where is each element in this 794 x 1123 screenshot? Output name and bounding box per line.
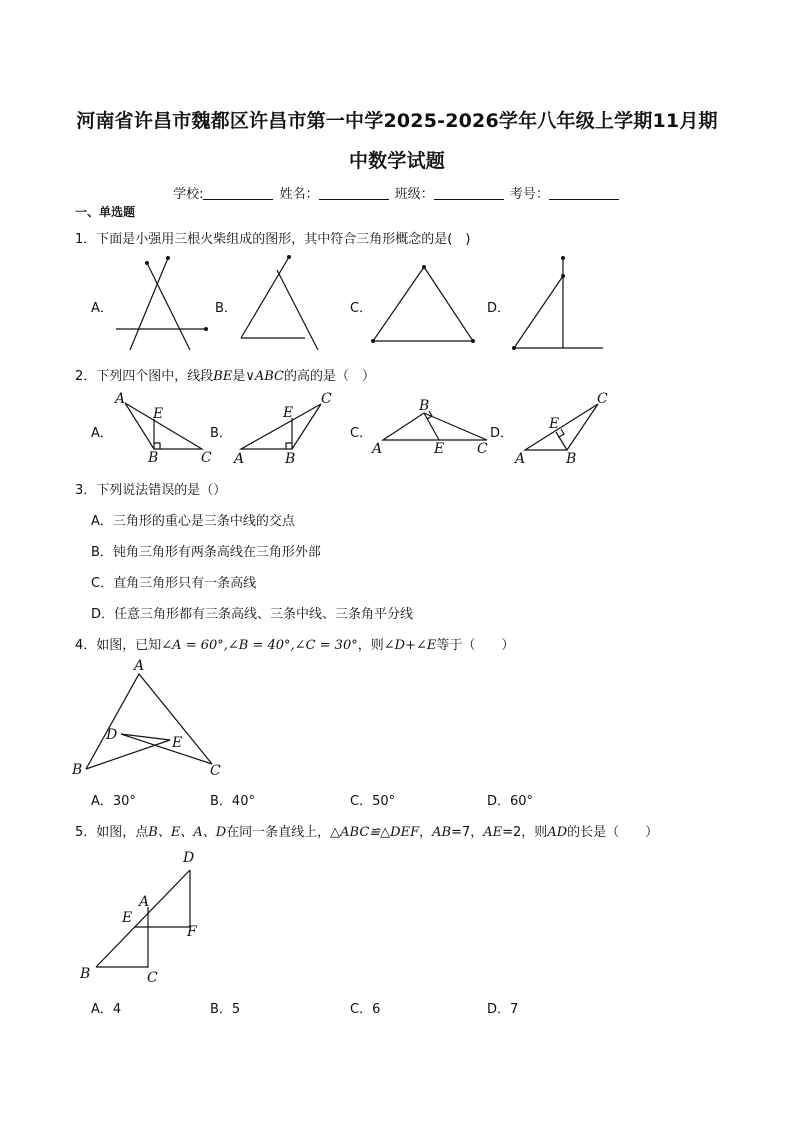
question-1-stem: 1．下面是小强用三根火柴组成的图形，其中符合三角形概念的是( ) (75, 232, 471, 247)
q5-congruence: △ABC≌△DEF (330, 825, 420, 840)
q2a-label-e: E (153, 406, 164, 422)
q5-label-a: A (139, 894, 150, 910)
q2-option-a[interactable]: A． (91, 426, 113, 441)
q2d-label-b: B (566, 451, 577, 467)
q2d-label-c: C (597, 391, 608, 407)
q5-label-f: F (187, 924, 197, 940)
q4-label-e: E (172, 735, 183, 751)
q2-stem-part: 是 (232, 369, 246, 384)
q2a-label-b: B (148, 450, 159, 466)
q5-label-e: E (122, 910, 133, 926)
q1-option-a[interactable]: A． (91, 301, 113, 316)
q3-option-c[interactable]: C．直角三角形只有一条高线 (91, 576, 257, 591)
q5-label-d: D (183, 850, 195, 866)
q2-stem-part: 2．下列四个图中，线段 (75, 369, 214, 384)
q2c-label-b: B (419, 398, 430, 414)
q2a-label-c: C (201, 450, 212, 466)
page-title-line2: 中数学试题 (348, 150, 445, 172)
q4-label-c: C (210, 763, 221, 779)
q2-option-d[interactable]: D． (490, 426, 514, 441)
q2-option-c[interactable]: C． (350, 426, 373, 441)
q5-label-c: C (147, 970, 158, 986)
q5-stem-part: 的长是（ ） (567, 825, 659, 840)
q2d-label-e: E (549, 416, 560, 432)
q4-label-d: D (106, 727, 118, 743)
number-label: 考号： (509, 187, 549, 202)
q4-stem-part: ，则 (357, 638, 384, 653)
q1-option-d[interactable]: D． (487, 301, 511, 316)
q2c-label-e: E (434, 441, 445, 457)
q2-segment-be: BE (213, 369, 233, 384)
q2c-label-c: C (477, 441, 488, 457)
q2c-label-a: A (372, 441, 383, 457)
q5-option-c[interactable]: C．6 (350, 1002, 381, 1017)
q3-option-b[interactable]: B．钝角三角形有两条高线在三角形外部 (91, 545, 321, 560)
q5-option-d[interactable]: D．7 (487, 1002, 519, 1017)
section-heading: 一、单选题 (75, 205, 136, 219)
q4-angles: ∠A = 60°,∠B = 40°,∠C = 30° (161, 638, 358, 653)
q4-label-b: B (72, 762, 83, 778)
q5-stem-part: =2，则 (502, 825, 548, 840)
q4-label-a: A (134, 658, 145, 674)
q2a-label-a: A (115, 391, 126, 407)
q5-option-b[interactable]: B．5 (210, 1002, 241, 1017)
q3-option-a[interactable]: A．三角形的重心是三条中线的交点 (91, 514, 295, 529)
q4-stem-part: 等于（ ） (436, 638, 515, 653)
q5-ab: AB (432, 825, 452, 840)
name-label: 姓名： (279, 187, 319, 202)
class-label: 班级： (394, 187, 434, 202)
q2b-label-a: A (234, 451, 245, 467)
q4-option-d[interactable]: D．60° (487, 794, 534, 809)
q5-points: B、E、A、D (148, 825, 227, 840)
q2-triangle-abc: ∨ABC (245, 369, 284, 384)
q2b-label-c: C (321, 391, 332, 407)
q5-option-a[interactable]: A．4 (91, 1002, 122, 1017)
q5-label-b: B (80, 966, 91, 982)
q4-stem-part: 4．如图，已知 (75, 638, 162, 653)
q4-sum: ∠D+∠E (383, 638, 437, 653)
q2-stem-part: 的高的是（ ） (284, 369, 376, 384)
q5-stem-part: 在同一条直线上， (226, 825, 331, 840)
q2d-label-a: A (515, 451, 526, 467)
q5-stem-part: =7， (451, 825, 484, 840)
q1-option-b[interactable]: B． (215, 301, 237, 316)
q5-ae: AE (483, 825, 503, 840)
question-3-stem: 3．下列说法错误的是（） (75, 483, 227, 498)
page-title: 河南省许昌市魏都区许昌市第一中学2025-2026学年八年级上学期11月期 (76, 110, 718, 132)
q4-option-a[interactable]: A．30° (91, 794, 136, 809)
q2b-label-e: E (283, 405, 294, 421)
q5-stem-part: 5．如图，点 (75, 825, 149, 840)
q1-option-c[interactable]: C． (350, 301, 373, 316)
school-label: 学校: (173, 187, 204, 202)
q3-option-d[interactable]: D．任意三角形都有三条高线、三条中线、三条角平分线 (91, 607, 414, 622)
q4-option-c[interactable]: C．50° (350, 794, 396, 809)
q2-option-b[interactable]: B． (210, 426, 232, 441)
q5-stem-part: ， (419, 825, 433, 840)
q4-option-b[interactable]: B．40° (210, 794, 255, 809)
q2b-label-b: B (285, 451, 296, 467)
q5-ad: AD (547, 825, 568, 840)
